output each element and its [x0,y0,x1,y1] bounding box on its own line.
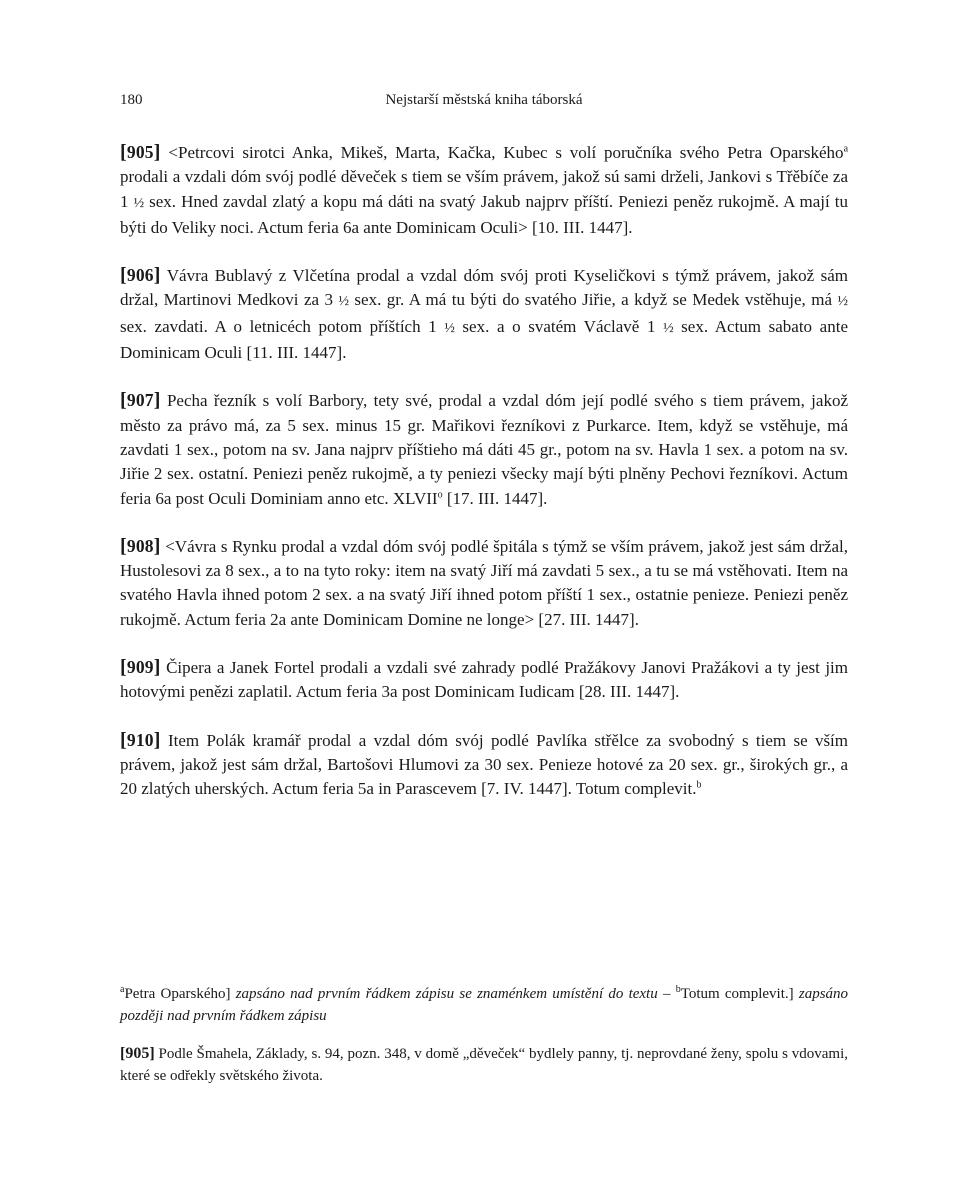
entry-text: Pecha řezník s volí Barbory, tety své, prodal a vzdal dóm její podlé svého s tiem právem, jakož město za právo má, za 5 sex. minus 15 gr. Mařikovi řezníkovi z Purkarce. Item, když se vstěhuje, má zavdati 1 sex., potom na sv. Jana najprv příštieho má dáti 45 gr., potom na sv. Havla 1 sex. a potom na sv. Jiřie 2 sex. ostatní. Peniezi peněz rukojmě, a ty peniezi všecky mají býti plněny Pechovi řezníkovi. Actum feria 6a post Oculi Dominiam anno etc. XLVII [120,391,848,508]
page-number: 180 [120,92,143,108]
entry-text: Vávra Bublavý z Vlčetína prodal a vzdal dóm svój proti Kyseličkovi s týmž právem, jakož sám držal, Martinovi Medkovi za 3 [120,266,848,310]
entry-number: [908] [120,534,161,557]
footnote-lemma: Totum complevit.] [680,986,794,1002]
entry-number: [906] [120,264,161,287]
fraction: ½ [837,294,848,310]
entry-text: sex. gr. A má tu býti do svatého Jiřie, a když se Medek vstěhuje, má [348,290,838,310]
fraction: ½ [444,320,455,336]
entry-text: prodali a vzdali dóm svój podlé děveček s tiem se vším právem, jakož sú sami drželi, Jankovi s Třěbíče za 1 [120,167,848,211]
fraction: ½ [338,294,349,310]
footnote-mark: a [843,143,849,155]
entry-905 [120,140,848,240]
entry-text: <Petrcovi sirotci Anka, Mikeš, Marta, Kačka, Kubec s volí poručníka svého Petra Oparského [168,143,844,162]
entry-number: [910] [120,728,161,751]
textual-footnotes [120,984,848,1027]
entry-906 [120,263,848,365]
page-header [120,92,848,114]
entry-910 [120,728,848,802]
entry-907 [120,388,848,510]
footnotes [120,984,848,1103]
fraction: ½ [663,320,674,336]
fraction: ½ [133,195,145,211]
footnote-mark: b [675,984,681,995]
entry-908 [120,534,848,632]
footnote-entry-number: [905] [120,1045,155,1062]
entry-909 [120,655,848,705]
entry-number: [909] [120,656,161,679]
footnote-mark: a [120,984,125,995]
entry-text: sex. a o svatém Václavě 1 [454,316,664,336]
entry-number: [905] [120,141,161,163]
entry-text: sex. zavdati. A o letnicéch potom příštích 1 [120,316,445,336]
footnote-lemma: Petra Oparského] [124,986,231,1002]
entry-text: sex. Hned zavdal zlatý a kopu má dáti na svatý Jakub najprv příští. Peniezi peněz rukojmě. A mají tu býti do Veliky noci. Actum feria 6a ante Dominicam Oculi> [10. III. 1447]. [120,191,848,237]
entry-text: sex. Actum sabato ante Dominicam Oculi [11. III. 1447]. [120,316,848,363]
footnote-note: zapsáno nad prvním řádkem zápisu se znaménkem umístění do textu [235,986,658,1002]
footnote-mark: b [696,779,702,791]
entry-text: <Vávra s Rynku prodal a vzdal dóm svój podlé špitála s týmž se vším právem, jakož jest sám držal, Hustolesovi za 8 sex., a to na tyto roky: item na svatý Jiří má zavdati 5 sex., a tu se má vstěhovati. Item na svatého Havla ihned potom 2 sex. a na svatý Jiří ihned potom příští 1 sex., ostatnie penieze. Peniezi peněz rukojmě. Actum feria 2a ante Dominicam Domine ne longe> [27. III. 1447]. [120,536,848,629]
footnote-note: zapsáno později nad prvním řádkem zápisu [120,986,849,1024]
running-title: Nejstarší městská kniha táborská [385,92,583,108]
superscript-o: o [437,488,443,500]
footnote-separator: – [657,986,676,1002]
entry-text: Čipera a Janek Fortel prodali a vzdali své zahrady podlé Pražákovy Janovi Pražákovi a ty jest jim hotovými penězi zaplatil. Actum feria 3a post Dominicam Iudicam [28. III. 1447]. [120,658,849,702]
entry-text: Item Polák kramář prodal a vzdal dóm svój podlé Pavlíka střělce za svobodný s tiem se vším právem, jakož jest sám držal, Bartošovi Hlumovi za 30 sex. Penieze hotové za 20 sex. gr., širokých gr., a 20 zlatých uherských. Actum feria 5a in Parascevem [7. IV. 1447]. Totum complevit. [120,730,849,799]
commentary-footnote [120,1043,848,1087]
entry-number: [907] [120,389,161,412]
footnote-text: Podle Šmahela, Základy, s. 94, pozn. 348, v domě „děveček“ bydlely panny, tj. neprovdané ženy, spolu s vdovami, které se odřekly světského života. [120,1046,849,1084]
entry-text: [17. III. 1447]. [442,488,548,508]
entries-list [120,140,848,825]
